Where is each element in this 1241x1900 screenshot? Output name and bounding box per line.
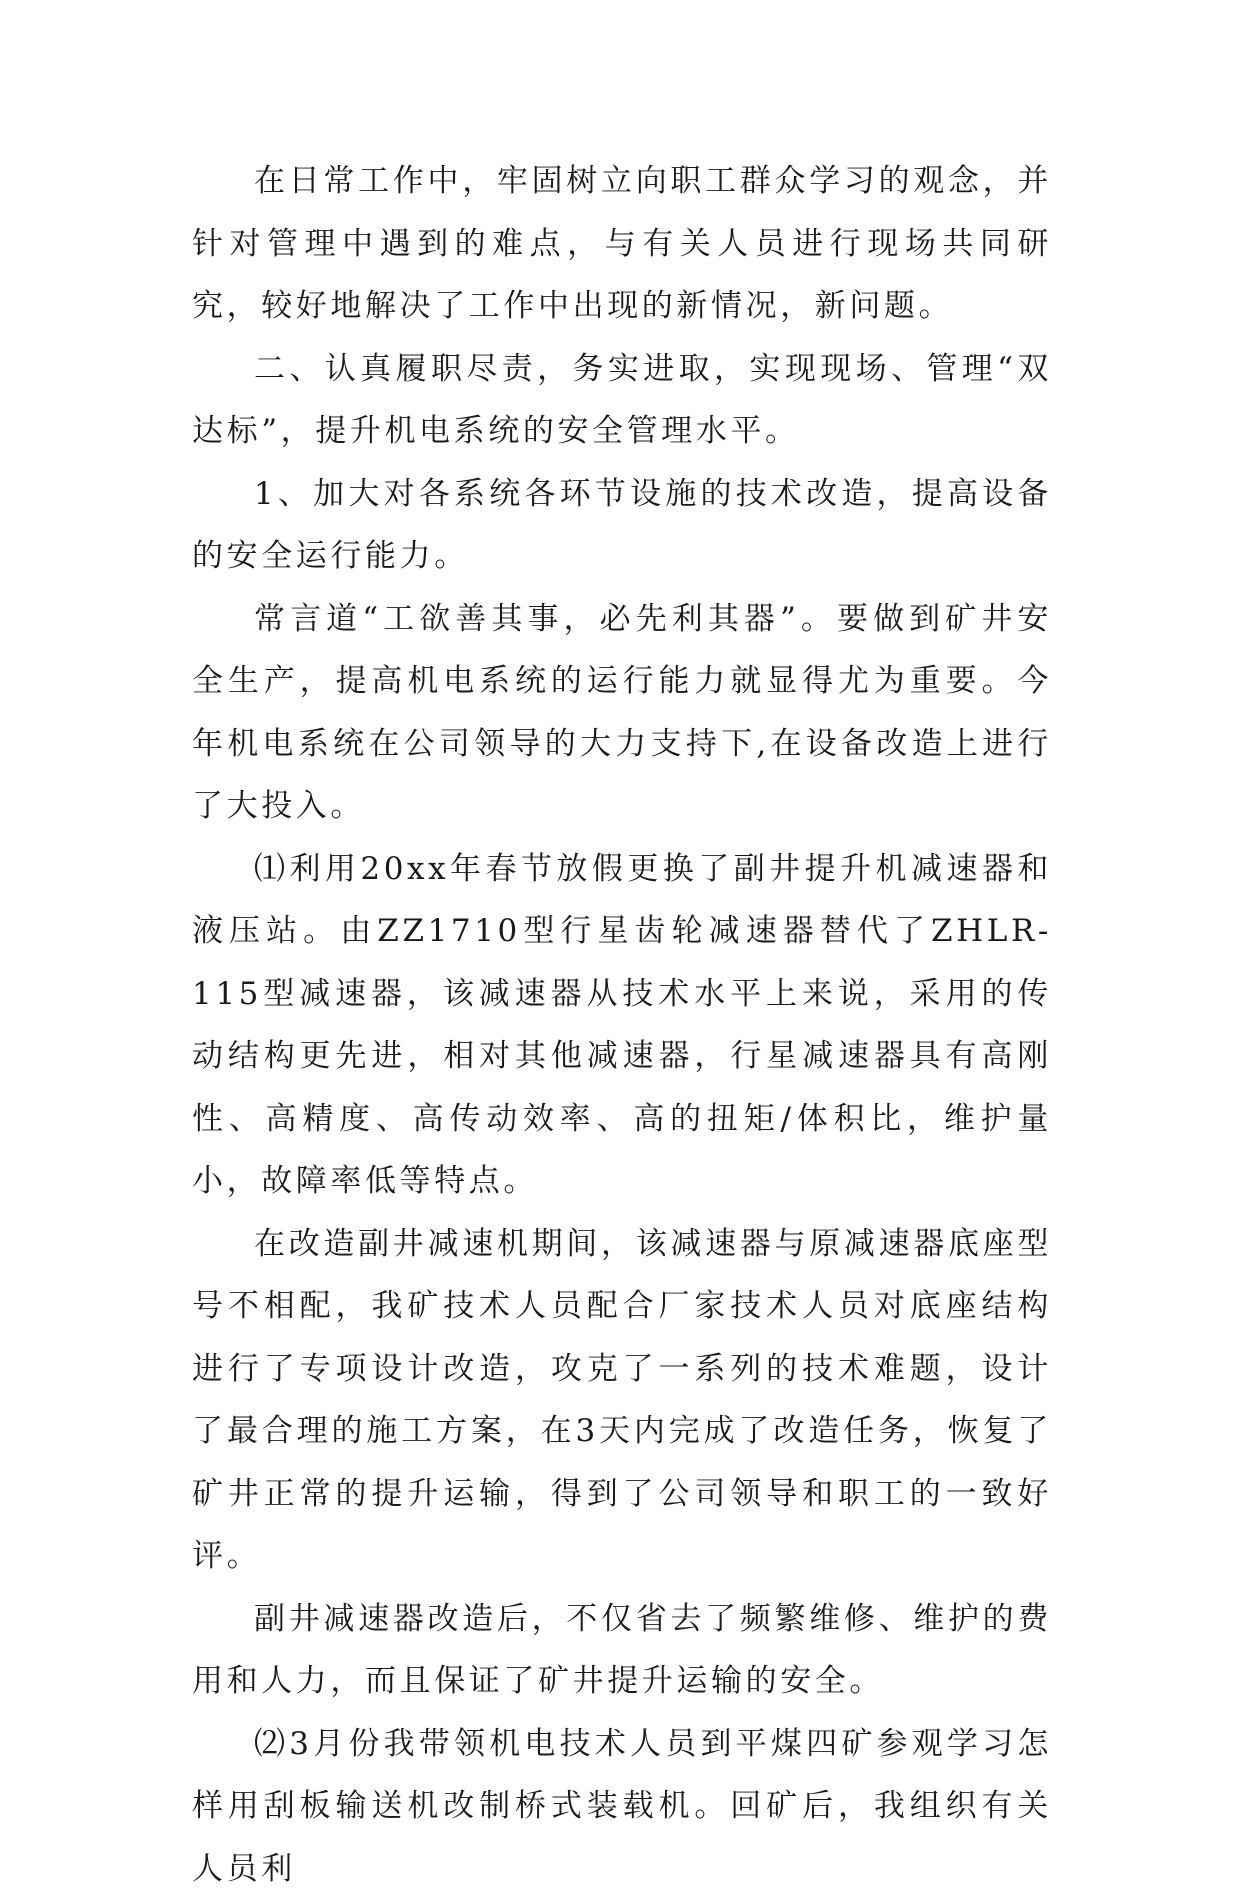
paragraph: ⑵3月份我带领机电技术人员到平煤四矿参观学习怎样用刮板输送机改制桥式装载机。回矿后，我组织有关人员利 bbox=[192, 1713, 1052, 1900]
paragraph: 副井减速器改造后，不仅省去了频繁维修、维护的费用和人力，而且保证了矿井提升运输的安全。 bbox=[192, 1588, 1052, 1713]
paragraph: 在日常工作中，牢固树立向职工群众学习的观念，并针对管理中遇到的难点，与有关人员进行现场共同研究，较好地解决了工作中出现的新情况，新问题。 bbox=[192, 150, 1052, 338]
paragraph: 在改造副井减速机期间，该减速器与原减速器底座型号不相配，我矿技术人员配合厂家技术人员对底座结构进行了专项设计改造，攻克了一系列的技术难题，设计了最合理的施工方案，在3天内完成了改造任务，恢复了矿井正常的提升运输，得到了公司领导和职工的一致好评。 bbox=[192, 1213, 1052, 1588]
document-body bbox=[192, 150, 1052, 1900]
paragraph: 常言道“工欲善其事，必先利其器”。要做到矿井安全生产，提高机电系统的运行能力就显得尤为重要。今年机电系统在公司领导的大力支持下,在设备改造上进行了大投入。 bbox=[192, 588, 1052, 838]
paragraph: ⑴利用20xx年春节放假更换了副井提升机减速器和液压站。由ZZ1710型行星齿轮减速器替代了ZHLR-115型减速器，该减速器从技术水平上来说，采用的传动结构更先进，相对其他减速器，行星减速器具有高刚性、高精度、高传动效率、高的扭矩/体积比，维护量小，故障率低等特点。 bbox=[192, 838, 1052, 1213]
paragraph: 1、加大对各系统各环节设施的技术改造，提高设备的安全运行能力。 bbox=[192, 463, 1052, 588]
paragraph: 二、认真履职尽责，务实进取，实现现场、管理“双达标”，提升机电系统的安全管理水平。 bbox=[192, 338, 1052, 463]
